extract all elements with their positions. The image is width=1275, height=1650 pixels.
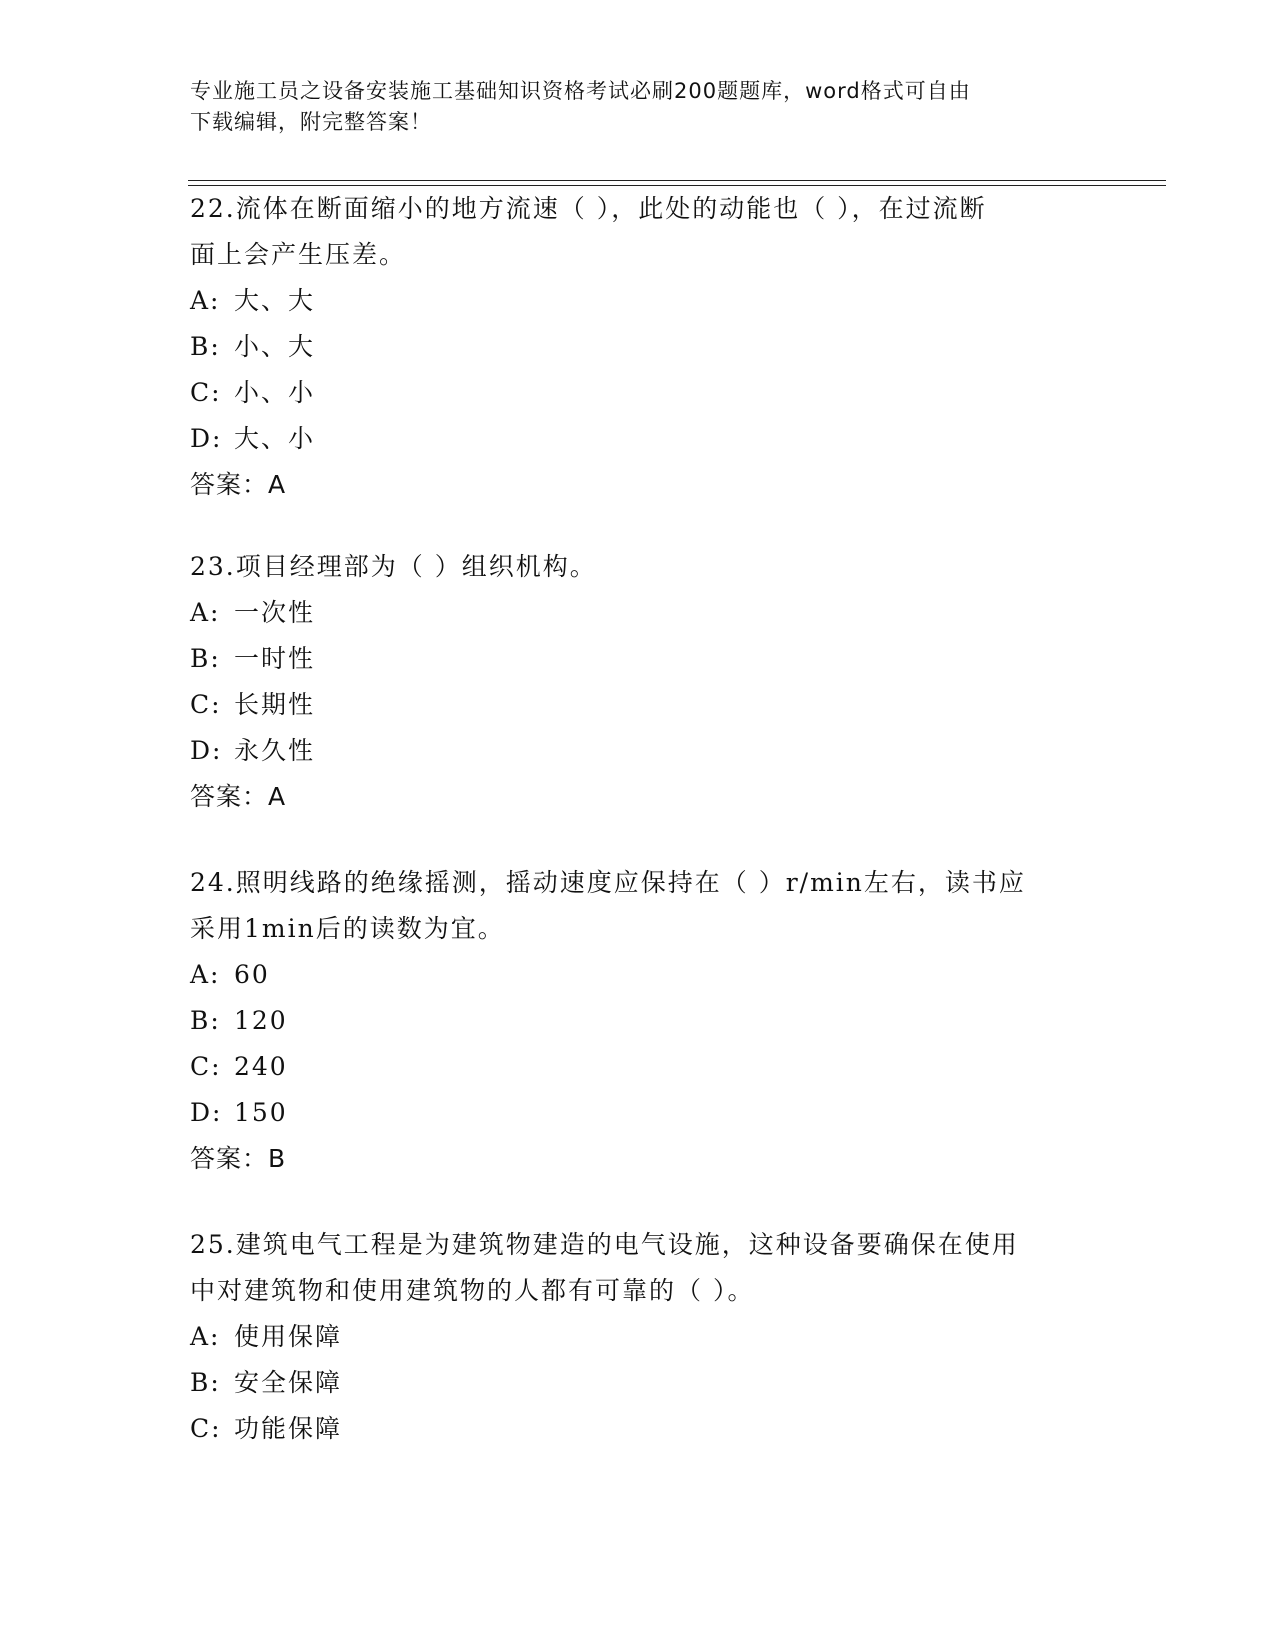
option-list <box>190 278 1090 462</box>
question-stem-line-2: 采用1min后的读数为宜。 <box>190 914 505 943</box>
option-b: B: 小、大 <box>190 332 316 361</box>
document-header <box>190 76 1090 138</box>
question-22 <box>190 186 1090 508</box>
question-stem-line-2: 面上会产生压差。 <box>190 240 407 269</box>
question-stem-line-1: 25.建筑电气工程是为建筑物建造的电气设施，这种设备要确保在使用 <box>190 1230 1019 1259</box>
option-b: B: 安全保障 <box>190 1368 343 1397</box>
option-a: A: 一次性 <box>190 598 316 627</box>
option-list <box>190 1314 1090 1452</box>
header-divider-top <box>188 180 1166 181</box>
option-d: D: 150 <box>190 1098 288 1127</box>
option-c: C: 240 <box>190 1052 288 1081</box>
option-a: A: 使用保障 <box>190 1322 343 1351</box>
answer-label: 答案：A <box>190 782 287 811</box>
option-a: A: 大、大 <box>190 286 316 315</box>
question-24 <box>190 860 1090 1182</box>
question-stem-line-2: 中对建筑物和使用建筑物的人都有可靠的（ ）。 <box>190 1276 755 1305</box>
question-stem-line-1: 22.流体在断面缩小的地方流速（ ），此处的动能也（ ），在过流断 <box>190 194 987 223</box>
option-list <box>190 952 1090 1136</box>
option-b: B: 一时性 <box>190 644 316 673</box>
header-line-2: 下载编辑，附完整答案！ <box>190 110 432 134</box>
option-c: C: 长期性 <box>190 690 316 719</box>
option-a: A: 60 <box>190 960 270 989</box>
question-stem-line-1: 23.项目经理部为（ ）组织机构。 <box>190 552 597 581</box>
answer-label: 答案：B <box>190 1144 287 1173</box>
option-c: C: 小、小 <box>190 378 316 407</box>
header-line-1: 专业施工员之设备安装施工基础知识资格考试必刷200题题库，word格式可自由 <box>190 79 971 103</box>
option-d: D: 永久性 <box>190 736 316 765</box>
option-c: C: 功能保障 <box>190 1414 343 1443</box>
question-23 <box>190 544 1090 820</box>
question-25 <box>190 1222 1090 1452</box>
answer-label: 答案：A <box>190 470 287 499</box>
option-d: D: 大、小 <box>190 424 316 453</box>
option-b: B: 120 <box>190 1006 288 1035</box>
option-list <box>190 590 1090 774</box>
question-stem-line-1: 24.照明线路的绝缘摇测，摇动速度应保持在（ ）r/min左右，读书应 <box>190 868 1026 897</box>
